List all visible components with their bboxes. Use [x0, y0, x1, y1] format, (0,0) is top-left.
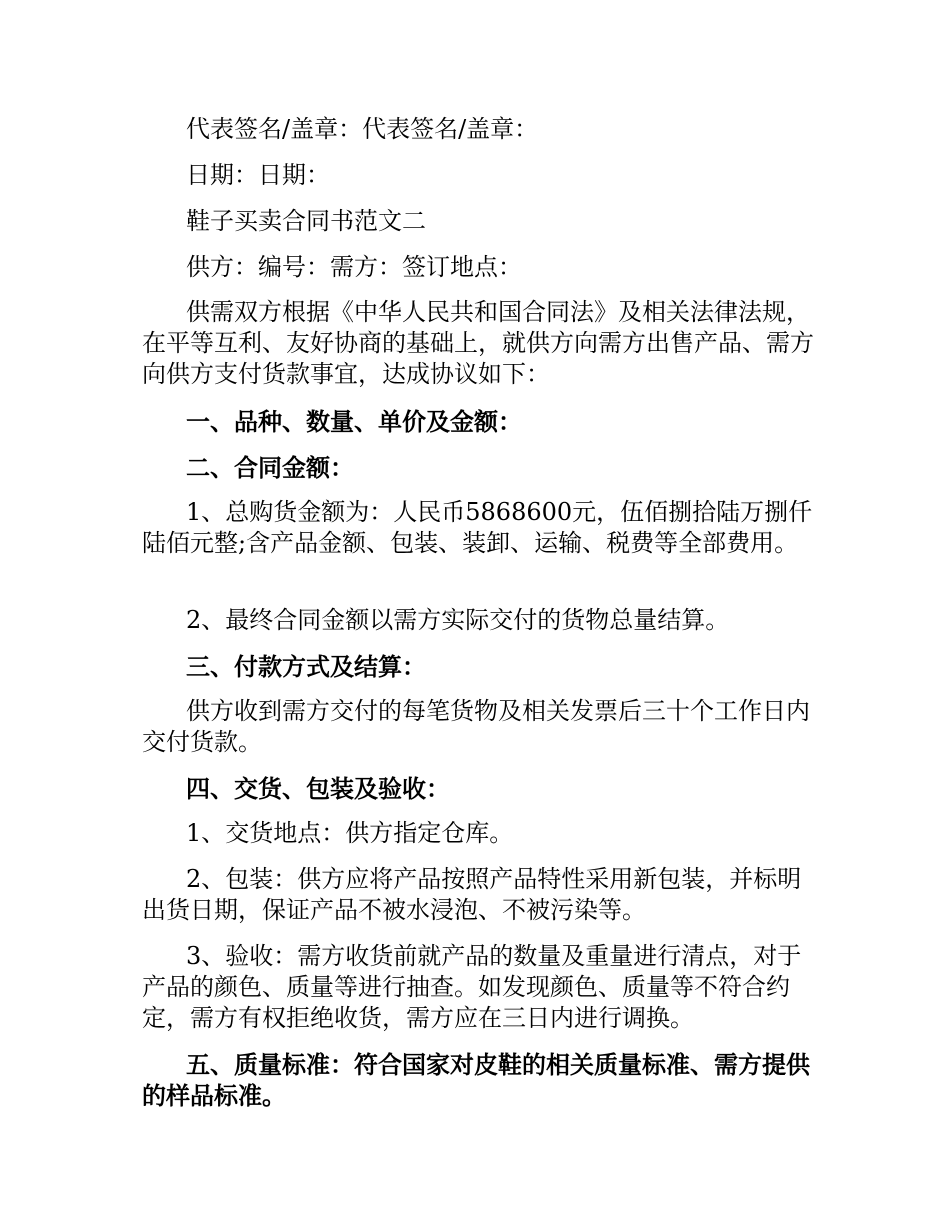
section-heading-3: 三、付款方式及结算：: [186, 652, 426, 681]
parties-line: 供方：编号：需方：签订地点：: [186, 253, 522, 281]
clause-4-1: 1、交货地点：供方指定仓库。: [186, 819, 514, 847]
clause-4-3: 3、验收：需方收货前就产品的数量及重量进行清点，对于产品的颜色、质量等进行抽查。如发现颜色、质量等不符合约定，需方有权拒绝收货，需方应在三日内进行调换。: [142, 942, 802, 1032]
clause-2-2: 2、最终合同金额以需方实际交付的货物总量结算。: [186, 606, 730, 634]
date-line: 日期：日期：: [186, 161, 330, 189]
document-title: 鞋子买卖合同书范文二: [186, 207, 426, 235]
section-heading-4: 四、交货、包装及验收：: [186, 774, 450, 803]
clause-2-1: 1、总购货金额为：人民币5868600元，伍佰捌拾陆万捌仟陆佰元整;含产品金额、包装、装卸、运输、税费等全部费用。: [142, 498, 813, 557]
signature-line: 代表签名/盖章：代表签名/盖章：: [186, 115, 539, 143]
section-heading-1: 一、品种、数量、单价及金额：: [186, 407, 522, 436]
intro-paragraph: 供需双方根据《中华人民共和国合同法》及相关法律法规，在平等互利、友好协商的基础上，就供方向需方出售产品、需方向供方支付货款事宜，达成协议如下：: [142, 298, 814, 388]
clause-3: 供方收到需方交付的每笔货物及相关发票后三十个工作日内交付货款。: [142, 697, 810, 756]
clause-4-2: 2、包装：供方应将产品按照产品特性采用新包装，并标明出货日期，保证产品不被水浸泡、不被污染等。: [142, 865, 802, 924]
section-heading-5: 五、质量标准：符合国家对皮鞋的相关质量标准、需方提供的样品标准。: [142, 1050, 810, 1110]
section-heading-2: 二、合同金额：: [186, 453, 354, 482]
